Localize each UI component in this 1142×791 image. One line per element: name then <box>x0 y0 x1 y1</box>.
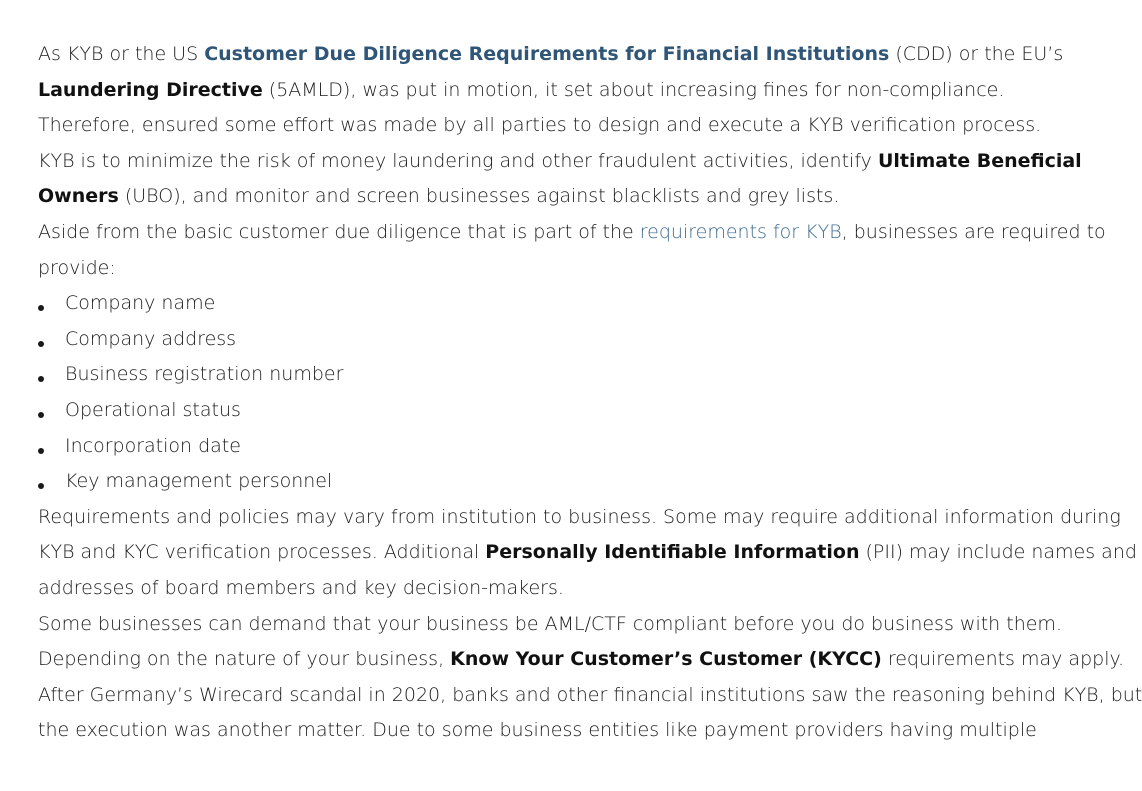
list-item <box>38 357 1024 393</box>
paragraph-line <box>38 215 1106 251</box>
paragraph-line <box>38 179 1024 215</box>
paragraph-line <box>38 642 1125 678</box>
paragraph-line <box>38 571 1024 607</box>
text: , businesses are required to <box>841 220 1106 243</box>
bold-term: Personally Identifiable Information <box>485 541 860 564</box>
list-item-label: Business registration number <box>65 363 344 386</box>
bold-term: Laundering Directive <box>38 78 263 101</box>
paragraph-line <box>38 251 1024 287</box>
paragraph-line <box>38 73 1024 109</box>
text: Depending on the nature of your business, <box>38 648 451 671</box>
paragraph-line <box>38 713 1037 749</box>
article-body <box>38 37 1142 749</box>
bold-term: Ultimate Beneficial <box>877 149 1082 172</box>
paragraph-line <box>38 678 1142 714</box>
text: provide: <box>38 256 116 279</box>
paragraph-line <box>38 108 1042 144</box>
list-item-label: Operational status <box>65 398 241 421</box>
list-item <box>38 286 1024 322</box>
paragraph-line <box>38 535 1137 571</box>
kyb-requirements-link[interactable]: requirements for KYB <box>639 220 842 243</box>
list-item-label: Key management personnel <box>65 470 333 493</box>
text: Requirements and policies may vary from institution to business. Some may require additional information during <box>38 505 1121 528</box>
text: (CDD) or the EU’s <box>889 43 1064 65</box>
text: the execution was another matter. Due to some business entities like payment providers having multiple <box>38 719 1037 742</box>
paragraph-line <box>38 37 1064 73</box>
cdd-requirements-link[interactable]: Customer Due Diligence Requirements for Financial Institutions <box>204 43 890 65</box>
text: Aside from the basic customer due diligence that is part of the <box>38 220 640 243</box>
text: KYB and KYC verification processes. Additional <box>38 541 486 564</box>
list-item <box>38 464 1024 500</box>
text: Therefore, ensured some effort was made by all parties to design and execute a KYB verification process. <box>38 114 1042 137</box>
paragraph-line <box>38 144 1082 180</box>
text: addresses of board members and key decision-makers. <box>38 576 564 599</box>
text: (UBO), and monitor and screen businesses against blacklists and grey lists. <box>118 185 840 208</box>
list-item <box>38 322 1024 358</box>
list-item-label: Company address <box>65 327 237 350</box>
text: After Germany’s Wirecard scandal in 2020, banks and other financial institutions saw the reasoning behind KYB, but <box>38 683 1142 706</box>
list-item-label: Incorporation date <box>65 434 241 457</box>
text: (5AMLD), was put in motion, it set about increasing fines for non-compliance. <box>262 78 1005 101</box>
text: KYB is to minimize the risk of money laundering and other fraudulent activities, identify <box>38 149 878 172</box>
text: requirements may apply. <box>881 648 1125 671</box>
list-item <box>38 393 1024 429</box>
paragraph-line <box>38 607 1062 643</box>
requirements-list <box>38 286 1024 500</box>
list-item <box>38 429 1024 465</box>
bold-term: Owners <box>38 185 119 208</box>
text: (PII) may include names and <box>859 541 1137 564</box>
paragraph-line <box>38 500 1121 536</box>
text: As KYB or the US <box>38 43 205 65</box>
text: Some businesses can demand that your business be AML/CTF compliant before you do business with them. <box>38 612 1062 635</box>
bold-term: Know Your Customer’s Customer (KYCC) <box>450 648 882 671</box>
list-item-label: Company name <box>65 292 216 315</box>
